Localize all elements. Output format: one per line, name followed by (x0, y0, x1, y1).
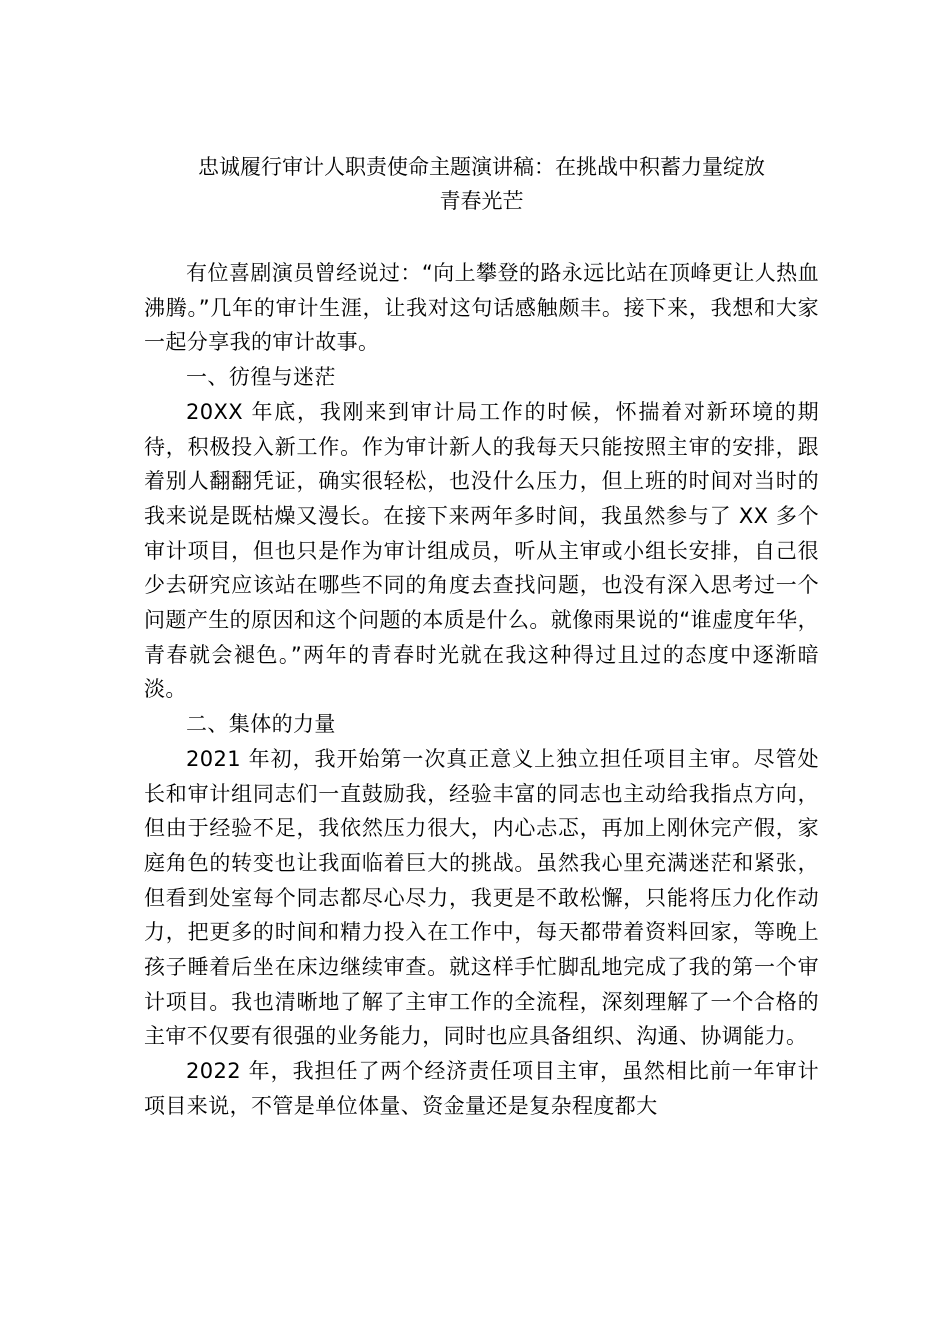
section1-paragraph: 20XX 年底，我刚来到审计局工作的时候，怀揣着对新环境的期待，积极投入新工作。作为审计新人的我每天只能按照主审的安排，跟着别人翻翻凭证，确实很轻松，也没什么压力，但上班的时间对当时的我来说是既枯燥又漫长。在接下来两年多时间，我虽然参与了 XX 多个审计项目，但也只是作为审计组成员，听从主审或小组长安排，自己很少去研究应该站在哪些不同的角度去查找问题，也没有深入思考过一个问题产生的原因和这个问题的本质是什么。就像雨果说的“谁虚度年华，青春就会褪色。”两年的青春时光就在我这种得过且过的态度中逐渐暗淡。 (144, 399, 819, 702)
document-title-line1: 忠诚履行审计人职责使命主题演讲稿：在挑战中积蓄力量绽放 (198, 155, 765, 179)
section-heading-2: 二、集体的力量 (186, 712, 336, 737)
section2-paragraph-1: 2021 年初，我开始第一次真正意义上独立担任项目主审。尽管处长和审计组同志们一直鼓励我，经验丰富的同志也主动给我指点方向，但由于经验不足，我依然压力很大，内心忐忑，再加上刚休完产假，家庭角色的转变也让我面临着巨大的挑战。虽然我心里充满迷茫和紧张，但看到处室每个同志都尽心尽力，我更是不敢松懈，只能将压力化作动力，把更多的时间和精力投入在工作中，每天都带着资料回家，等晚上孩子睡着后坐在床边继续审查。就这样手忙脚乱地完成了我的第一个审计项目。我也清晰地了解了主审工作的全流程，深刻理解了一个合格的主审不仅要有很强的业务能力，同时也应具备组织、沟通、协调能力。 (144, 746, 819, 1049)
intro-paragraph: 有位喜剧演员曾经说过：“向上攀登的路永远比站在顶峰更让人热血沸腾。”几年的审计生涯，让我对这句话感触颇丰。接下来，我想和大家一起分享我的审计故事。 (144, 261, 819, 355)
section2-paragraph-2: 2022 年，我担任了两个经济责任项目主审，虽然相比前一年审计项目来说，不管是单位体量、资金量还是复杂程度都大 (144, 1059, 819, 1118)
section-heading-1: 一、彷徨与迷茫 (186, 365, 336, 390)
document-title-line2: 青春光芒 (439, 189, 524, 213)
document-page (144, 150, 819, 1124)
document-title (144, 150, 819, 218)
